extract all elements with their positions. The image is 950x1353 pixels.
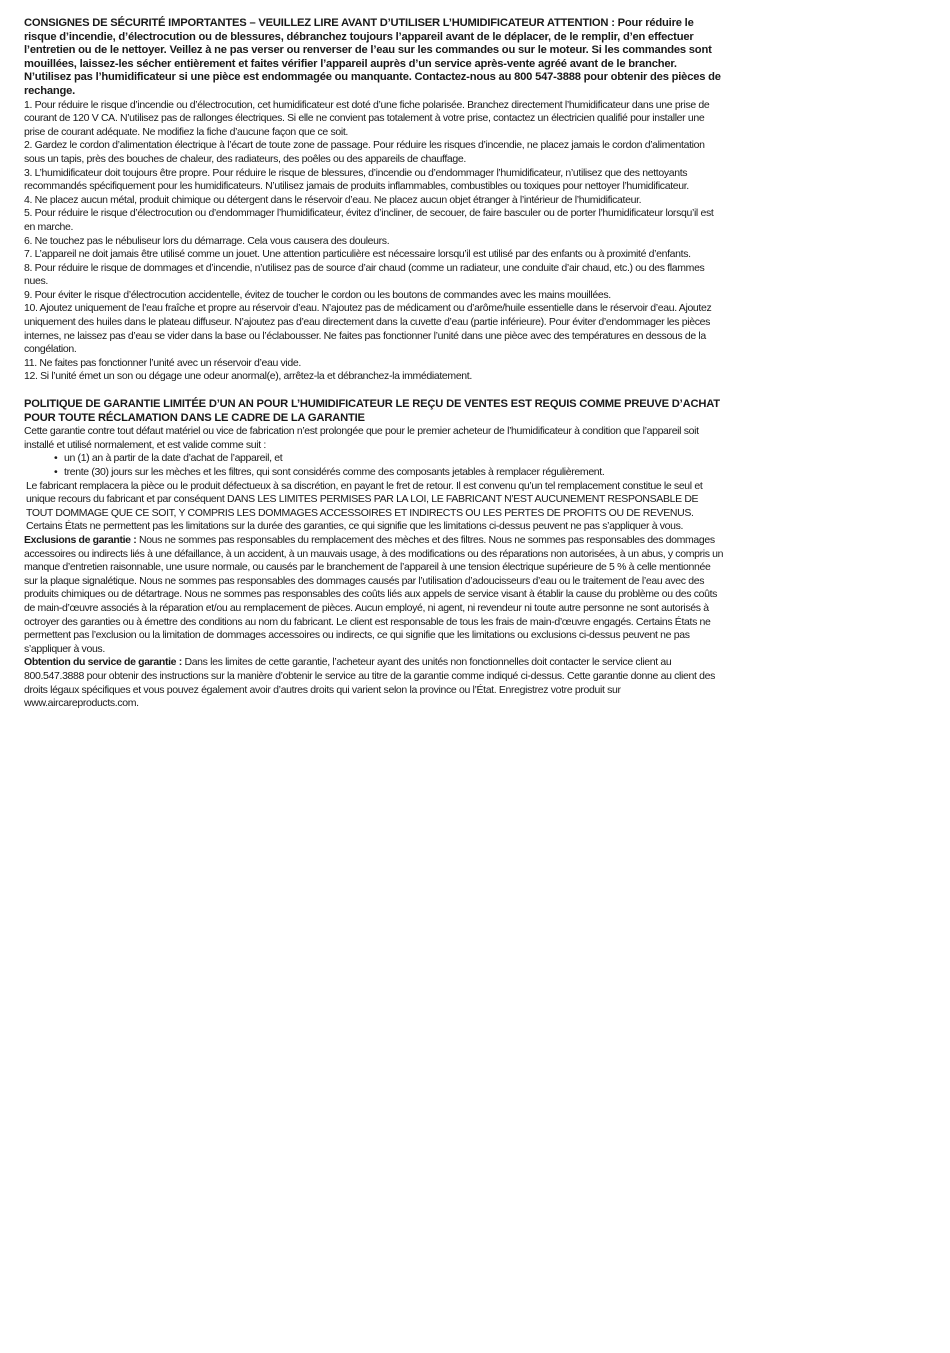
coverage-text: trente (30) jours sur les mèches et les filtres, qui sont considérés comme des composants jetables à remplacer régulièrement. — [64, 466, 605, 478]
safety-heading: CONSIGNES DE SÉCURITÉ IMPORTANTES – VEUILLEZ LIRE AVANT D’UTILISER L’HUMIDIFICATEUR ATTENTION : Pour réduire le risque d’incendie, d’électrocution ou de blessures, débranchez toujours l’appareil avant de le déplacer, de le remplir, d’en effectuer l’entretien ou de le nettoyer. Veillez à ne pas verser ou renverser de l’eau sur les commandes ou sur le moteur. Si les commandes sont mouillées, laissez-les sécher entièrement et faites vérifier l’appareil auprès d’un service après-vente agréé avant de le brancher. N’utilisez pas l’humidificateur si une pièce est endommagée ou manquante. Contactez-nous au 800 547-3888 pour obtenir des pièces de rechange. — [24, 17, 721, 97]
list-item: 10. Ajoutez uniquement de l’eau fraîche et propre au réservoir d’eau. N’ajoutez pas de médicament ou d’arôme/huile essentielle dans le réservoir d’eau. Ajoutez uniquement des huiles dans le plateau diffuseur. N’ajoutez pas d’eau directement dans la cuvette d’eau (partie inférieure). Pour éviter d’endommager les pièces internes, ne laissez pas d’eau se vider dans la base ou l’éclabousser. Ne faites pas fonctionner l’unité dans une pièce avec des températures en dessous de la congélation. — [24, 302, 712, 356]
list-item: 3. L’humidificateur doit toujours être propre. Pour réduire le risque de blessures, d’incendie ou d’endommager l’humidificateur, n’utilisez que des nettoyants recommandés spécifiquement pour les humidificateurs. N’utilisez jamais de produits inflammables, combustibles ou toxiques pour nettoyer l’humidificateur. — [24, 166, 689, 193]
exclusions-label: Exclusions de garantie : — [24, 533, 137, 546]
list-item — [56, 466, 724, 480]
coverage-text: un (1) an à partir de la date d’achat de l’appareil, et — [64, 452, 283, 465]
exclusions-paragraph — [24, 534, 724, 656]
list-item: 12. Si l’unité émet un son ou dégage une odeur anormal(e), arrêtez-la et débranchez-la immédiatement. — [24, 370, 472, 383]
safety-instructions-list — [24, 99, 724, 384]
exclusions-text: Nous ne sommes pas responsables du remplacement des mèches et des filtres. Nous ne sommes pas responsables des dommages accessoires ou indirects liés à une défaillance, à un accident, à un mauvais usage, à des modifications ou des réparations non autorisées, à un abus, y compris un manque d’entretien raisonnable, une usure normale, ou causés par le branchement de l’appareil à une tension électrique supérieure de 5 % à celle mentionnée sur la plaque signalétique. Nous ne sommes pas responsables des dommages causés par l’utilisation d’adoucisseurs d’eau ou le traitement de l’eau avec des produits chimiques ou de détartrage. Nous ne sommes pas responsables des coûts liés aux appels de service visant à établir la cause du problème ou des coûts de main-d’œuvre associés à la réparation et/ou au remplacement de pièces. Aucun employé, ni agent, ni revendeur ni toute autre personne ne sont autorisés à octroyer des garanties ou à émettre des conditions au nom du fabricant. Le client est responsable de tous les frais de main-d’œuvre engagés. Certains États ne permettent pas l’exclusion ou la limitation de dommages accessoires ou indirects, ce qui signifie que les limitations ou exclusions ci-dessus peuvent ne pas s’appliquer à vous. — [24, 533, 724, 655]
bullet-icon: • — [54, 452, 58, 465]
list-item: 7. L’appareil ne doit jamais être utilisé comme un jouet. Une attention particulière est nécessaire lorsqu’il est utilisé par des enfants ou à proximité d’enfants. — [24, 248, 691, 261]
list-item — [56, 452, 724, 466]
warranty-service-paragraph — [24, 656, 724, 710]
warranty-heading: POLITIQUE DE GARANTIE LIMITÉE D’UN AN POUR L’HUMIDIFICATEUR LE REÇU DE VENTES EST REQUIS COMME PREUVE D’ACHAT POUR TOUTE RÉCLAMATION DANS LE CADRE DE LA GARANTIE — [24, 398, 720, 424]
list-item: 11. Ne faites pas fonctionner l’unité avec un réservoir d’eau vide. — [24, 356, 301, 369]
list-item: 9. Pour éviter le risque d’électrocution accidentelle, évitez de toucher le cordon ou les boutons de commandes avec les mains mouillées. — [24, 288, 611, 301]
warranty-service-text: Dans les limites de cette garantie, l’acheteur ayant des unités non fonctionnelles doit contacter le service client au 800.547.3888 pour obtenir des instructions sur la manière d’obtenir le service au titre de la garantie comme indiqué ci-dessus. Cette garantie donne au client des droits légaux spécifiques et vous pouvez également avoir d’autres droits qui varient selon la province ou l’État. Enregistrez votre produit sur www.aircareproducts.com. — [24, 656, 715, 710]
warranty-service-label: Obtention du service de garantie : — [24, 656, 182, 669]
list-item: 6. Ne touchez pas le nébuliseur lors du démarrage. Cela vous causera des douleurs. — [24, 234, 390, 247]
document-page — [24, 17, 724, 711]
bullet-icon: • — [54, 466, 58, 478]
list-item: 1. Pour réduire le risque d’incendie ou d’électrocution, cet humidificateur est doté d’une fiche polarisée. Branchez directement l’humidificateur dans une prise de courant de 120 V CA. N’utilisez pas de rallonges électriques. Si elle ne convient pas totalement à votre prise, contactez un électricien qualifié pour installer une prise de courant adéquate. Ne modifiez la fiche d’aucune façon que ce soit. — [24, 98, 710, 138]
list-item: 8. Pour réduire le risque de dommages et d’incendie, n’utilisez pas de source d’air chaud (comme un radiateur, une conduite d’air chaud, etc.) ou des flammes nues. — [24, 261, 705, 288]
list-item: 2. Gardez le cordon d’alimentation électrique à l’écart de toute zone de passage. Pour réduire les risques d’incendie, ne placez jamais le cordon d’alimentation sous un tapis, près des bouches de chaleur, des radiateurs, des poêles ou des appareils de chauffage. — [24, 139, 705, 165]
warranty-intro: Cette garantie contre tout défaut matériel ou vice de fabrication n’est prolongée que pour le premier acheteur de l’humidificateur à condition que l’appareil soit installé et utilisé normalement, et est valide comme suit : — [24, 425, 699, 451]
list-item: 4. Ne placez aucun métal, produit chimique ou détergent dans le réservoir d’eau. Ne placez aucun objet étranger à l’intérieur de l’humidificateur. — [24, 193, 642, 206]
warranty-coverage-list — [24, 452, 724, 479]
manufacturer-remedy-paragraph: Le fabricant remplacera la pièce ou le produit défectueux à sa discrétion, en payant le fret de retour. Il est convenu qu’un tel remplacement constitue le seul et unique recours du fabricant et par conséquent DANS LES LIMITES PERMISES PAR LA LOI, LE FABRICANT N’EST AUCUNEMENT RESPONSABLE DE TOUT DOMMAGE QUE CE SOIT, Y COMPRIS LES DOMMAGES ACCESSOIRES ET INDIRECTS OU LES PERTES DE PROFITS OU DE REVENUS. Certains États ne permettent pas les limitations sur la durée des garanties, ce qui signifie que les limitations ci-dessus peuvent ne pas s’appliquer à vous. — [26, 479, 703, 533]
list-item: 5. Pour réduire le risque d’électrocution ou d’endommager l’humidificateur, évitez d’incliner, de secouer, de faire basculer ou de porter l’humidificateur lorsqu’il est en marche. — [24, 207, 714, 233]
